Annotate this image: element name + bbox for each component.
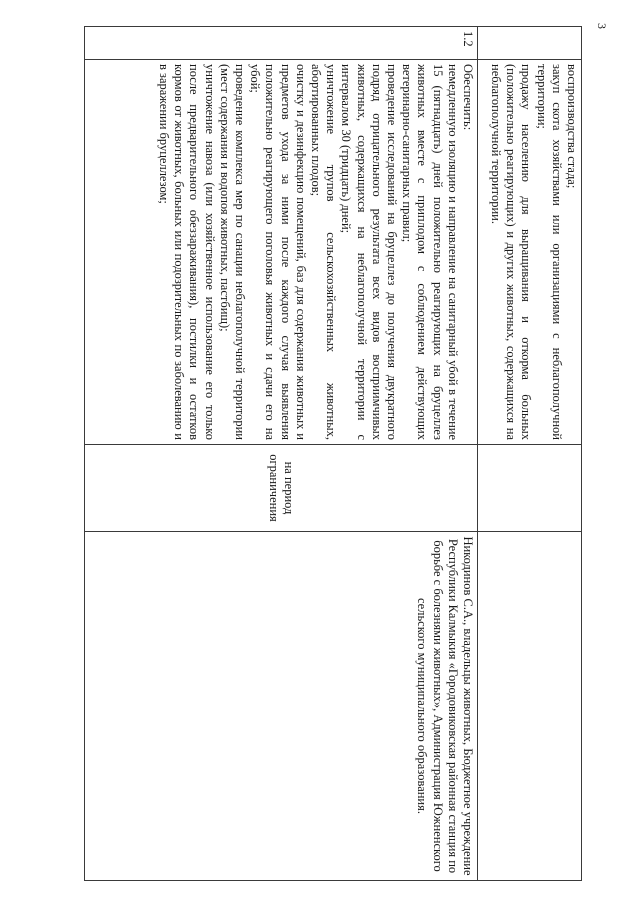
measure-item: проведение исследований на бруцеллез до получения двукратного подряд отрицательного результата всех видов восприимчивых животных, содержащихся на неблагополучной территории с интервалом 30 (тридцать) дней; [339,64,399,440]
measures-table [84,26,582,881]
executors-cell: Никодинов С.А., владельцы животных, Бюджетное учреждение Республики Калмыкия «Городовиковская районная станция по борьбе с болезнями животных», Администрация Южненского сельского муниципального образования. [85,532,478,881]
measure-item: проведение комплекса мер по санации неблагополучной территории (мест содержания и водопоя животных, пастбищ); [217,64,247,440]
measure-item: очистку и дезинфекцию помещений, баз для содержания животных и предметов ухода за ними после каждого случая выявления положительно реагирующего поголовья животных и сдачи его на убой; [248,64,308,440]
measure-item: закуп скота хозяйствами или организациями с неблагополучной территории; [534,64,564,440]
row-number-cell [478,27,582,60]
measures-table-rotated [84,26,582,881]
measure-item: немедленную изоляцию и направление на санитарный убой в течение 15 (пятнадцать) дней положительно реагирующих на бруцеллез животных вместе с приплодом с соблюдением действующих ветеринарно-санитарных правил; [400,64,460,440]
executors-cell [478,532,582,881]
page-number: 3 [595,23,609,29]
measure-item: уничтожение навоза (или хозяйственное использование его только после предварительного обеззараживания), постилки и остатков кормов от животных, больных или подозрительных по заболеванию и в заражении бруцеллезом; [156,64,217,440]
row-number-cell: 1.2 [85,27,478,60]
measure-item: Обеспечить: [461,64,475,131]
table-row [478,27,582,881]
term-cell [478,445,582,532]
measures-cell [85,60,478,445]
table-row [85,27,478,881]
measure-item: уничтожение трупов сельскохозяйственных животных, абортированных плодов; [308,64,339,440]
term-cell: на период ограничения [85,445,478,532]
measures-cell [478,60,582,445]
measure-item: продажу населению для выращивания и откорма больных (положительно реагирующих) и других животных, содержащихся на неблагополучной территории. [488,64,534,440]
measure-item: воспроизводства стада; [565,64,579,189]
